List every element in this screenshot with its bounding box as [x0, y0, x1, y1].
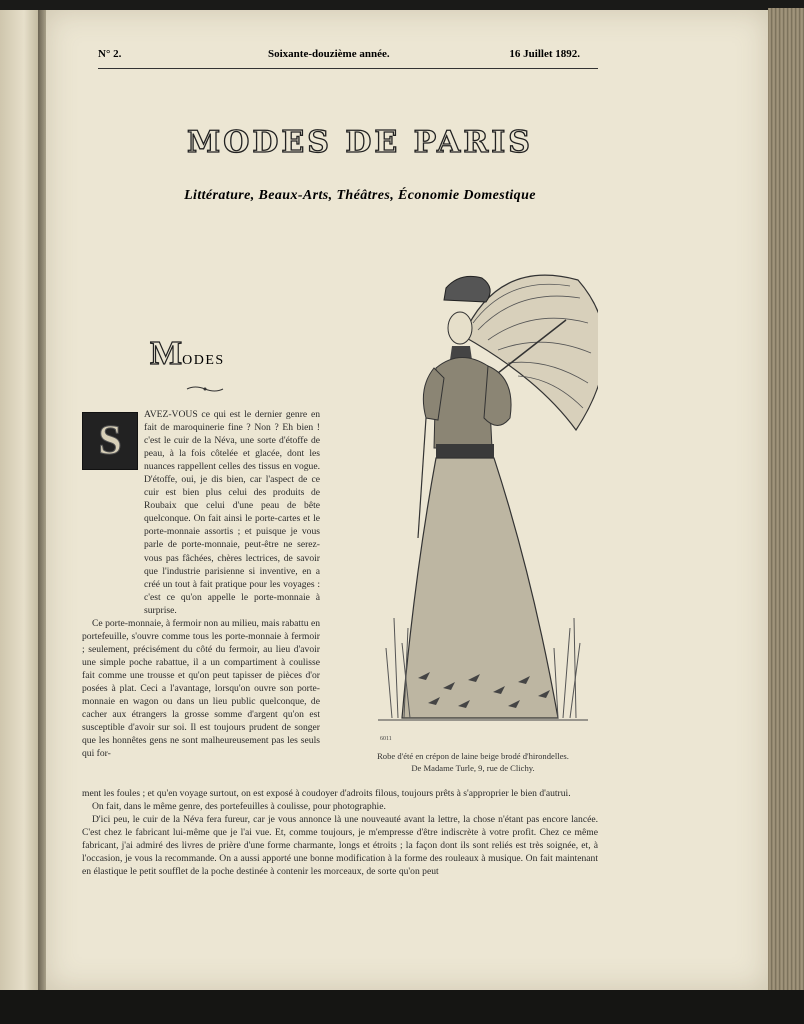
section-title-initial: M [150, 335, 183, 372]
caption-line-2: De Madame Turle, 9, rue de Clichy. [411, 763, 535, 773]
article-paragraph-3: On fait, dans le même genre, des portefeuilles à coulisse, pour photographie. [92, 801, 386, 813]
article-paragraph-2-continued: ment les foules ; et qu'en voyage surtout, on est exposé à coudoyer d'adroits filous, toujours prêts à s'approprier le bien d'autrui. [82, 788, 571, 799]
left-page-edge [0, 10, 40, 990]
issue-date: 16 Juillet 1892. [509, 48, 580, 60]
bottom-background [0, 990, 804, 1024]
article-paragraph-2: Ce porte-monnaie, à fermoir non au milieu, mais rabattu en portefeuille, s'ouvre comme tous les porte-monnaie à fermoir ; seulement, précisément du côté du fermoir, au lieu d'avoir une simple poche rabattue, il a un compartiment à coulisse fait comme une trousse et qu'on peut tapisser de pièces d'or posées à plat. Ceci a l'avantage, lorsqu'on ouvre son porte-monnaie en wagon ou dans un lieu public quelconque, de cacher aux étrangers la grosse somme d'argent qu'on est susceptible d'avoir sur soi. Il est toujours prudent de songer que les honnêtes gens ne sont malheureusement pas les seuls qui for- [82, 617, 320, 760]
article-paragraph-4: D'ici peu, le cuir de la Néva fera fureur, car je vous annonce là une nouveauté avant la lettre, la chose n'étant pas encore lancée. C'est chez le fabricant lui-même que je l'ai vue. Et, comme toujours, je m'empresse d'être indiscrète à votre profit. Chez ce même fabricant, j'ai admiré des livres de prière d'une forme charmante, longs et étroits ; la façon dont ils sont reliés est très soignée, et, à l'occasion, je vous la recommande. On a aussi apporté une bonne modification à la forme des rouleaux à musique. On fait maintenant en élastique le petit soufflet de la poche destinée à contenir les morceaux, de sorte qu'on peut [82, 814, 598, 878]
volume-year: Soixante-douzième année. [268, 48, 390, 60]
right-page-edges [768, 8, 804, 994]
fashion-illustration [348, 248, 598, 743]
masthead-subtitle: Littérature, Beaux-Arts, Théâtres, Économie Domestique [184, 188, 536, 203]
article-paragraph-1: AVEZ-VOUS ce qui est le dernier genre en fait de maroquinerie fine ? Non ? Eh bien ! c'est le cuir de la Néva, une sorte d'étoffe de peau, à la fois côtelée et glacée, dont les nuances rappellent celles des tissus en vogue. D'étoffe, oui, je dis bien, car l'aspect de ce cuir est bien plus celui des produits de Roubaix que celui d'une peau de bête quelconque. On fait ainsi le porte-cartes et le porte-monnaie assortis ; et puisque je vous parle de porte-monnaie, peut-être ne serez-vous pas fâchées, chères lectrices, de savoir que l'industrie parisienne si inventive, en a créé un tout à fait pratique pour les voyages : c'est ce qu'on appelle le porte-monnaie à surprise. [144, 409, 320, 616]
plate-number: 6011 [380, 736, 392, 742]
article-full-width [82, 787, 598, 878]
book-spine [38, 10, 46, 990]
caption-line-1: Robe d'été en crépon de laine beige brodé d'hirondelles. [377, 751, 569, 761]
article-column [82, 408, 320, 760]
issue-number: N° 2. [98, 48, 122, 60]
section-title [150, 335, 250, 373]
ornament-divider [185, 385, 225, 393]
section-title-rest: ODES [182, 353, 225, 368]
header-rule [98, 68, 598, 69]
drop-cap-letter: S [98, 418, 122, 464]
figure-caption [348, 750, 598, 774]
masthead-title: MODES DE PARIS [187, 125, 533, 160]
